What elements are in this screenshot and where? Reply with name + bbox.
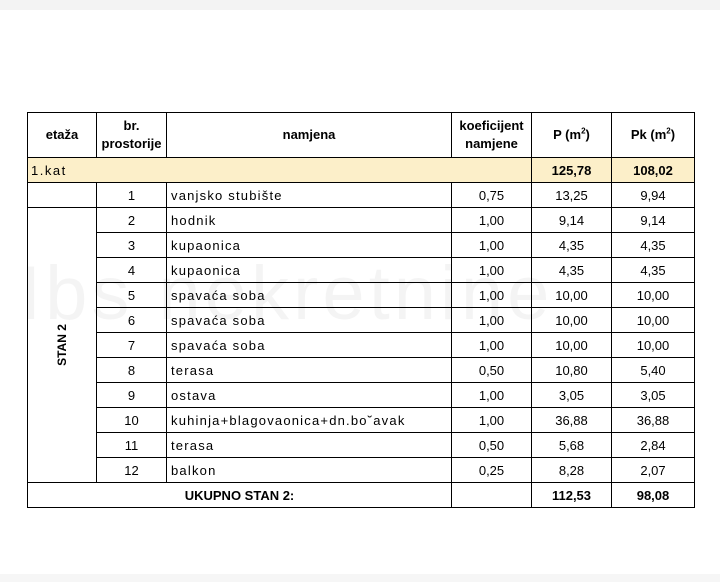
bottom-bar <box>0 574 720 582</box>
row-koef: 1,00 <box>452 383 532 408</box>
row-pk: 4,35 <box>612 258 695 283</box>
row-koef: 1,00 <box>452 233 532 258</box>
row-pk: 3,05 <box>612 383 695 408</box>
row-br: 5 <box>97 283 167 308</box>
total-label: UKUPNO STAN 2: <box>28 483 452 508</box>
row-namjena: vanjsko stubište <box>167 183 452 208</box>
row-pk: 2,84 <box>612 433 695 458</box>
total-pk: 98,08 <box>612 483 695 508</box>
table-row <box>28 333 695 358</box>
row-br: 1 <box>97 183 167 208</box>
row-br: 11 <box>97 433 167 458</box>
table-header-row <box>28 113 695 158</box>
row-br: 9 <box>97 383 167 408</box>
header-br-prostorije: br. prostorije <box>97 113 167 158</box>
floor-p: 125,78 <box>532 158 612 183</box>
row-koef: 1,00 <box>452 408 532 433</box>
table-row <box>28 383 695 408</box>
table-row <box>28 258 695 283</box>
row-pk: 10,00 <box>612 333 695 358</box>
table-row <box>28 208 695 233</box>
row-namjena: kuhinja+blagovaonica+dn.bo˘avak <box>167 408 452 433</box>
row-br: 12 <box>97 458 167 483</box>
row-pk: 2,07 <box>612 458 695 483</box>
row-namjena: spavaća soba <box>167 283 452 308</box>
header-p: P $(m^2)$ <box>532 113 612 158</box>
row-br: 2 <box>97 208 167 233</box>
row-namjena: kupaonica <box>167 233 452 258</box>
floor-pk: 108,02 <box>612 158 695 183</box>
stan-cell <box>28 208 97 483</box>
header-pk: Pk $(m^2)$ <box>612 113 695 158</box>
row-pk: 4,35 <box>612 233 695 258</box>
row-br: 6 <box>97 308 167 333</box>
area-table <box>27 112 695 508</box>
row-br: 3 <box>97 233 167 258</box>
row-p: 10,80 <box>532 358 612 383</box>
row-pk: 9,94 <box>612 183 695 208</box>
table-row <box>28 408 695 433</box>
row-koef: 0,50 <box>452 433 532 458</box>
total-koef-empty <box>452 483 532 508</box>
row-namjena: balkon <box>167 458 452 483</box>
etaza-cell <box>28 183 97 208</box>
stan-label: STAN 2 <box>55 324 69 366</box>
row-p: 10,00 <box>532 308 612 333</box>
row-koef: 1,00 <box>452 333 532 358</box>
row-p: 10,00 <box>532 283 612 308</box>
row-namjena: kupaonica <box>167 258 452 283</box>
table-row <box>28 308 695 333</box>
row-br: 8 <box>97 358 167 383</box>
table-row <box>28 283 695 308</box>
row-br: 10 <box>97 408 167 433</box>
total-p: 112,53 <box>532 483 612 508</box>
row-pk: 5,40 <box>612 358 695 383</box>
row-p: 36,88 <box>532 408 612 433</box>
row-namjena: terasa <box>167 433 452 458</box>
row-p: 13,25 <box>532 183 612 208</box>
row-koef: 0,75 <box>452 183 532 208</box>
row-pk: 10,00 <box>612 283 695 308</box>
top-bar <box>0 0 720 10</box>
row-p: 4,35 <box>532 258 612 283</box>
row-p: 3,05 <box>532 383 612 408</box>
row-namjena: hodnik <box>167 208 452 233</box>
row-p: 5,68 <box>532 433 612 458</box>
row-koef: 1,00 <box>452 208 532 233</box>
row-koef: 0,50 <box>452 358 532 383</box>
row-koef: 1,00 <box>452 308 532 333</box>
row-p: 8,28 <box>532 458 612 483</box>
row-br: 4 <box>97 258 167 283</box>
total-row <box>28 483 695 508</box>
row-koef: 1,00 <box>452 258 532 283</box>
table-row <box>28 458 695 483</box>
row-pk: 9,14 <box>612 208 695 233</box>
header-koeficijent: koeficijent namjene <box>452 113 532 158</box>
row-koef: 1,00 <box>452 283 532 308</box>
row-p: 10,00 <box>532 333 612 358</box>
row-br: 7 <box>97 333 167 358</box>
header-etaza: etaža <box>28 113 97 158</box>
row-pk: 10,00 <box>612 308 695 333</box>
row-namjena: spavaća soba <box>167 333 452 358</box>
floor-name: 1.kat <box>28 158 532 183</box>
header-namjena: namjena <box>167 113 452 158</box>
table-row <box>28 233 695 258</box>
table-row <box>28 433 695 458</box>
row-pk: 36,88 <box>612 408 695 433</box>
row-p: 9,14 <box>532 208 612 233</box>
table-row <box>28 183 695 208</box>
row-namjena: ostava <box>167 383 452 408</box>
row-koef: 0,25 <box>452 458 532 483</box>
floor-row <box>28 158 695 183</box>
table-row <box>28 358 695 383</box>
row-namjena: terasa <box>167 358 452 383</box>
row-namjena: spavaća soba <box>167 308 452 333</box>
row-p: 4,35 <box>532 233 612 258</box>
